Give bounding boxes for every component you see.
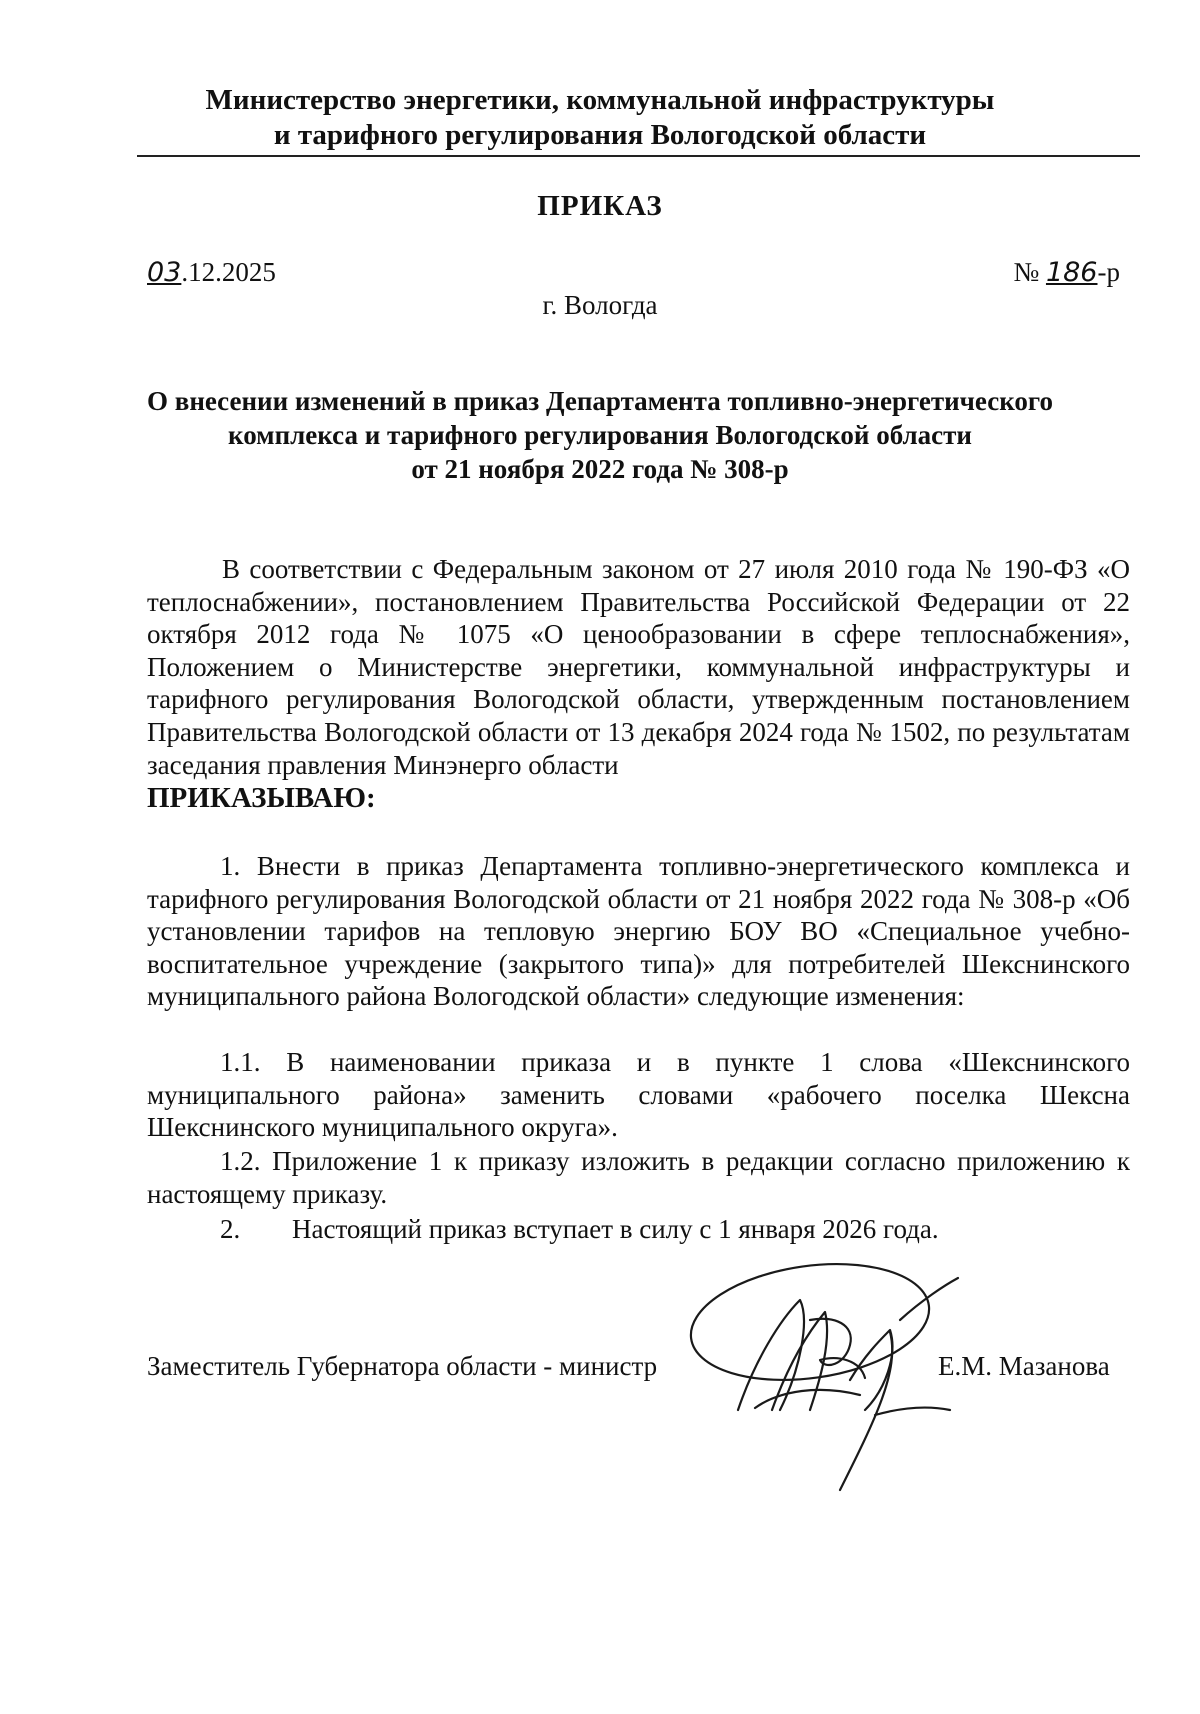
subject-line2: комплекса и тарифного регулирования Вологодской области — [228, 420, 972, 450]
handwritten-day: 03 — [147, 257, 182, 288]
date-rest: .12.2025 — [181, 257, 276, 287]
subject-line1: О внесении изменений в приказ Департамента топливно-энергетического — [146, 386, 1053, 416]
ministry-name-line2: и тарифного регулирования Вологодской области — [273, 119, 927, 151]
number-suffix: -р — [1097, 257, 1120, 287]
preamble-paragraph: В соответствии с Федеральным законом от 27 июля 2010 года № 190-ФЗ «О теплоснабжении», постановлением Правительства Российской Федерации от 22 октября 2012 года № 1075 «О ценообразовании в сфере теплоснабжения», Положением о Министерстве энергетики, коммунальной инфраструктуры и тарифного регулирования Вологодской области, утвержденным постановлением Правительства Вологодской области от 13 декабря 2024 года № 1502, по результатам заседания правления Минэнерго области — [147, 554, 1130, 780]
order-word: ПРИКАЗЫВАЮ: — [147, 782, 376, 814]
signatory-name: Е.М. Мазанова — [938, 1351, 1110, 1381]
item-2-number: 2. — [220, 1214, 241, 1244]
subject-line3: от 21 ноября 2022 года № 308-р — [411, 454, 789, 484]
item-1-1-paragraph: 1.1. В наименовании приказа и в пункте 1 слова «Шекснинского муниципального района» заменить словами «рабочего поселка Шексна Шекснинского муниципального округа». — [147, 1047, 1130, 1143]
handwritten-number: 186 — [1045, 257, 1098, 288]
ministry-name-line1: Министерство энергетики, коммунальной инфраструктуры — [205, 84, 995, 116]
item-2-text: Настоящий приказ вступает в силу с 1 января 2026 года. — [292, 1214, 939, 1244]
order-date — [147, 256, 276, 289]
document-title: ПРИКАЗ — [537, 190, 663, 222]
handwritten-signature — [660, 1260, 980, 1500]
signatory-position: Заместитель Губернатора области - министр — [147, 1351, 658, 1381]
item-1-paragraph: 1. Внести в приказ Департамента топливно-энергетического комплекса и тарифного регулирования Вологодской области от 21 ноября 2022 года № 308-р «Об установлении тарифов на тепловую энергию БОУ ВО «Специальное учебно-воспитательное учреждение (закрытого типа)» для потребителей Шекснинского муниципального района Вологодской области» следующие изменения: — [147, 851, 1130, 1012]
item-1-2-paragraph: 1.2. Приложение 1 к приказу изложить в редакции согласно приложению к настоящему приказу. — [147, 1146, 1130, 1209]
header-rule — [137, 155, 1140, 157]
city: г. Вологда — [542, 290, 658, 320]
number-sign: № — [1013, 257, 1040, 287]
order-number — [1013, 256, 1120, 289]
